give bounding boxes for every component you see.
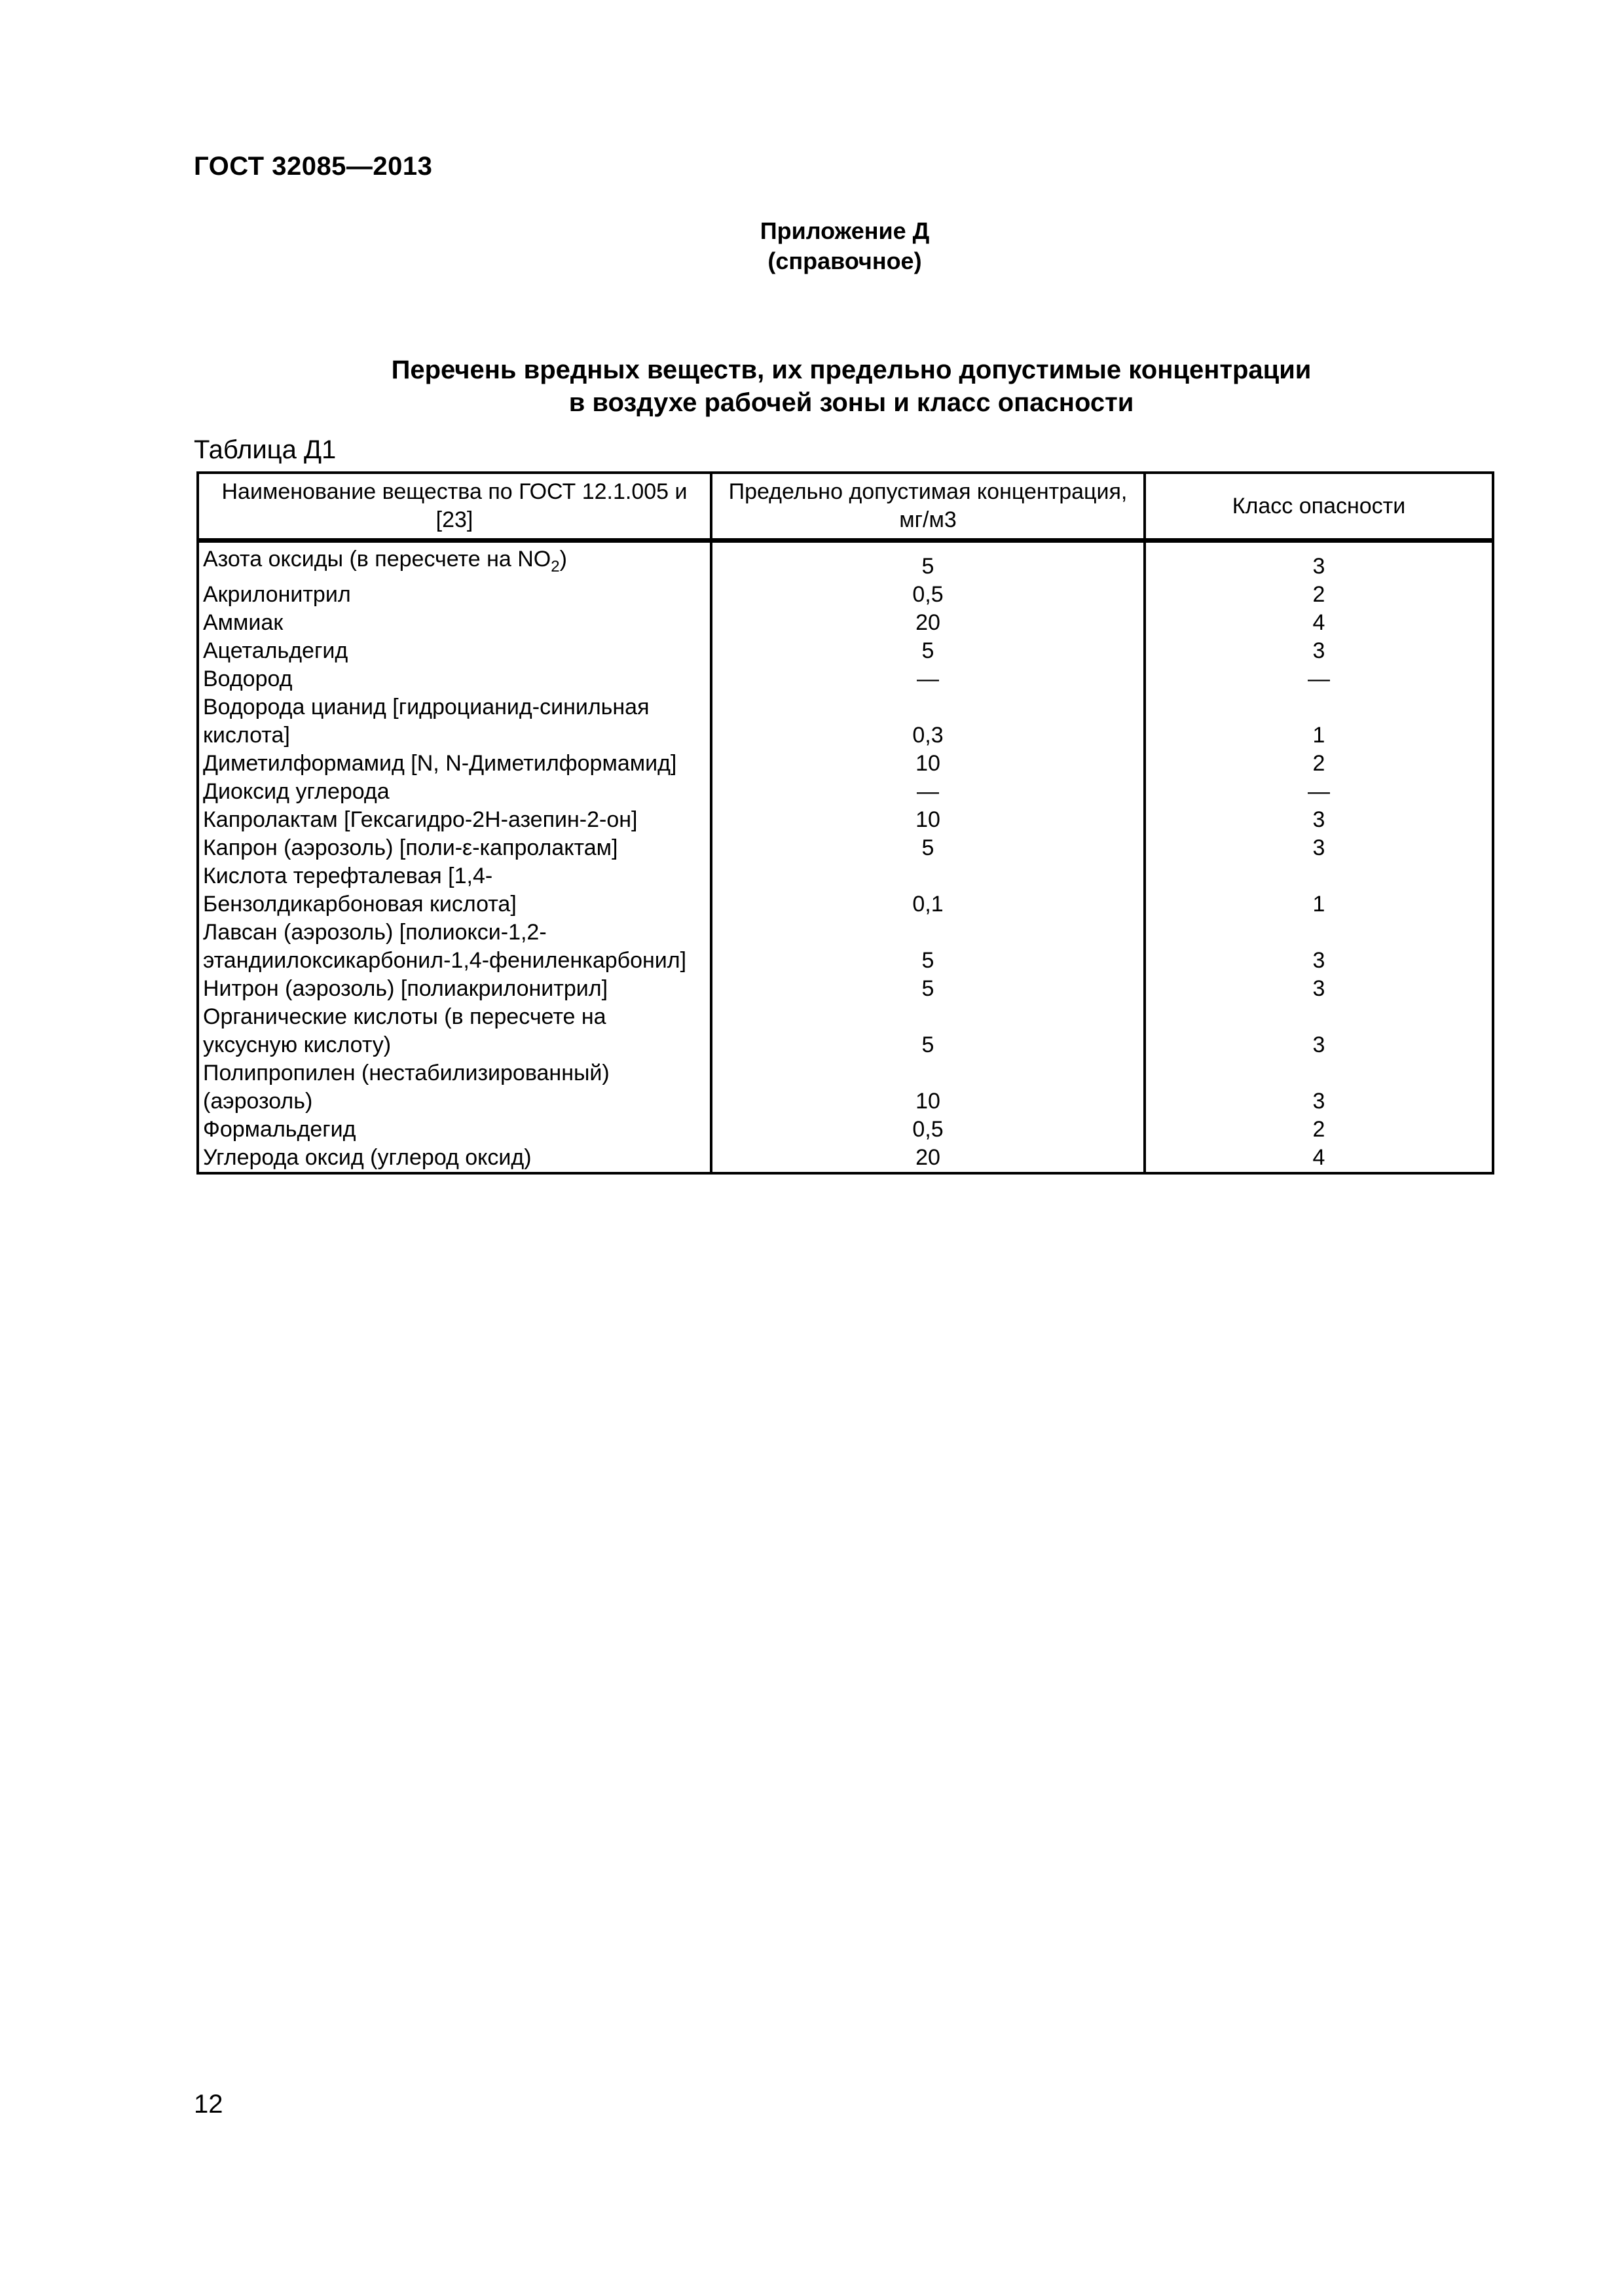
table-row <box>198 1116 1493 1144</box>
substance-name: Капролактам [Гексагидро-2Н-азепин-2-он] <box>198 806 711 834</box>
table-row <box>198 637 1493 665</box>
substance-name: Углерода оксид (углерод оксид) <box>198 1144 711 1173</box>
hazard-class-value: 3 <box>1145 919 1493 975</box>
concentration-value: 5 <box>711 834 1145 862</box>
hazard-class-value: 2 <box>1145 581 1493 609</box>
concentration-value: — <box>711 665 1145 693</box>
section-heading-line-2: в воздухе рабочей зоны и класс опасности <box>568 388 1134 417</box>
substance-name: Ацетальдегид <box>198 637 711 665</box>
hazard-class-value: — <box>1145 665 1493 693</box>
substance-name: Кислота терефталевая [1,4-Бензолдикарбоновая кислота] <box>198 862 711 919</box>
table-row <box>198 541 1493 581</box>
section-heading <box>196 354 1506 419</box>
substance-name: Нитрон (аэрозоль) [полиакрилонитрил] <box>198 975 711 1003</box>
document-code: ГОСТ 32085—2013 <box>194 152 433 181</box>
appendix-block <box>0 216 1624 276</box>
table-row <box>198 834 1493 862</box>
substance-name: Полипропилен (нестабилизированный) (аэрозоль) <box>198 1059 711 1116</box>
hazard-class-value: 3 <box>1145 806 1493 834</box>
concentration-value: 5 <box>711 1003 1145 1059</box>
page-number: 12 <box>194 2090 223 2119</box>
hazard-class-value: 4 <box>1145 1144 1493 1173</box>
concentration-value: 0,5 <box>711 1116 1145 1144</box>
hazard-class-value: 1 <box>1145 862 1493 919</box>
table-row <box>198 581 1493 609</box>
column-header-substance: Наименование вещества по ГОСТ 12.1.005 и [23] <box>198 473 711 541</box>
concentration-value: 0,1 <box>711 862 1145 919</box>
substance-name: Диоксид углерода <box>198 778 711 806</box>
concentration-value: 5 <box>711 919 1145 975</box>
hazard-class-value: 3 <box>1145 975 1493 1003</box>
table-row <box>198 1144 1493 1173</box>
concentration-value: 0,3 <box>711 693 1145 750</box>
table-row <box>198 919 1493 975</box>
appendix-title: Приложение Д <box>760 217 930 244</box>
hazard-class-value: 3 <box>1145 1003 1493 1059</box>
substance-name: Лавсан (аэрозоль) [полиокси-1,2-этандиилоксикарбонил-1,4-фениленкарбонил] <box>198 919 711 975</box>
column-header-concentration: Предельно допустимая концентрация, мг/м3 <box>711 473 1145 541</box>
concentration-value: 5 <box>711 975 1145 1003</box>
hazard-class-value: 4 <box>1145 609 1493 637</box>
concentration-value: 10 <box>711 806 1145 834</box>
table-row <box>198 1003 1493 1059</box>
section-heading-line-1: Перечень вредных веществ, их предельно допустимые концентрации <box>391 355 1312 384</box>
concentration-value: 10 <box>711 750 1145 778</box>
substance-name: Органические кислоты (в пересчете на уксусную кислоту) <box>198 1003 711 1059</box>
concentration-value: 20 <box>711 1144 1145 1173</box>
hazard-class-value: 3 <box>1145 834 1493 862</box>
hazard-class-value: — <box>1145 778 1493 806</box>
hazard-class-value: 2 <box>1145 1116 1493 1144</box>
table-row <box>198 693 1493 750</box>
table-row <box>198 665 1493 693</box>
table-body <box>198 541 1493 1173</box>
concentration-value: 10 <box>711 1059 1145 1116</box>
hazard-class-value: 2 <box>1145 750 1493 778</box>
table-header-row <box>198 473 1493 541</box>
substances-table <box>196 471 1494 1175</box>
hazard-class-value: 3 <box>1145 1059 1493 1116</box>
concentration-value: 5 <box>711 541 1145 581</box>
substance-name: Капрон (аэрозоль) [поли-ε-капролактам] <box>198 834 711 862</box>
substance-name: Водорода цианид [гидроцианид-синильная кислота] <box>198 693 711 750</box>
table-row <box>198 609 1493 637</box>
appendix-subtitle: (справочное) <box>767 247 922 274</box>
subscript-2: 2 <box>551 557 560 575</box>
table-row <box>198 1059 1493 1116</box>
table-label: Таблица Д1 <box>194 435 337 464</box>
hazard-class-value: 1 <box>1145 693 1493 750</box>
table-row <box>198 778 1493 806</box>
substance-name: Акрилонитрил <box>198 581 711 609</box>
substance-name: Диметилформамид [N, N-Диметилформамид] <box>198 750 711 778</box>
concentration-value: 0,5 <box>711 581 1145 609</box>
concentration-value: 20 <box>711 609 1145 637</box>
substance-name: Аммиак <box>198 609 711 637</box>
hazard-class-value: 3 <box>1145 541 1493 581</box>
table-row <box>198 862 1493 919</box>
table-row <box>198 806 1493 834</box>
concentration-value: — <box>711 778 1145 806</box>
concentration-value: 5 <box>711 637 1145 665</box>
table-row <box>198 750 1493 778</box>
hazard-class-value: 3 <box>1145 637 1493 665</box>
substance-name: Формальдегид <box>198 1116 711 1144</box>
substance-name: Азота оксиды (в пересчете на $NO_2$) <box>198 541 711 581</box>
column-header-hazard-class: Класс опасности <box>1145 473 1493 541</box>
table-row <box>198 975 1493 1003</box>
substance-name: Водород <box>198 665 711 693</box>
